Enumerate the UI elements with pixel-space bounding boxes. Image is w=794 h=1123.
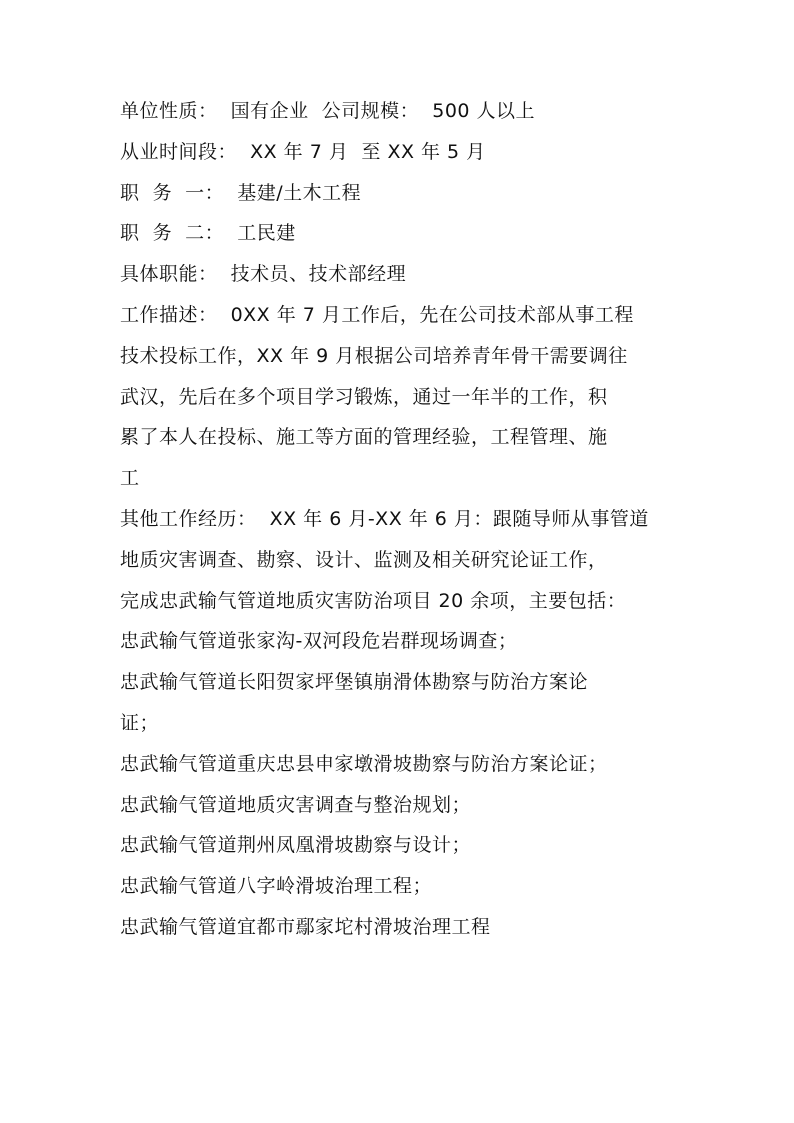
project-item-3: 忠武输气管道重庆忠县申家墩滑坡勘察与防治方案论证； — [120, 752, 608, 775]
work-description-line-5: 工 — [120, 467, 140, 490]
project-item-2: 忠武输气管道长阳贺家坪堡镇崩滑体勘察与防治方案论 — [120, 671, 589, 694]
project-item-6: 忠武输气管道八字岭滑坡治理工程； — [120, 875, 433, 898]
project-item-7: 忠武输气管道宜都市鄢家坨村滑坡治理工程 — [120, 915, 491, 938]
position-two-line: 职 务 二： 工民建 — [120, 222, 296, 245]
work-description-line-2: 技术投标工作，XX 年 9 月根据公司培养青年骨干需要调往 — [120, 344, 628, 367]
other-experience-line-3: 完成忠武输气管道地质灾害防治项目 20 余项，主要包括： — [120, 589, 627, 612]
project-item-2-continued: 证； — [120, 711, 160, 734]
position-one-line: 职 务 一： 基建/土木工程 — [120, 181, 362, 204]
other-experience-line-1: 其他工作经历： XX 年 6 月-XX 年 6 月：跟随导师从事管道 — [120, 507, 649, 530]
work-description-line-3: 武汉，先后在多个项目学习锻炼，通过一年半的工作，积 — [120, 385, 608, 408]
document-body — [120, 91, 680, 948]
project-item-5: 忠武输气管道荆州凤凰滑坡勘察与设计； — [120, 834, 472, 857]
employment-period-line: 从业时间段： XX 年 7 月 至 XX 年 5 月 — [120, 140, 486, 163]
work-description-line-1: 工作描述： 0XX 年 7 月工作后，先在公司技术部从事工程 — [120, 303, 634, 326]
project-item-1: 忠武输气管道张家沟-双河段危岩群现场调查； — [120, 630, 518, 653]
project-item-4: 忠武输气管道地质灾害调查与整治规划； — [120, 793, 472, 816]
job-function-line: 具体职能： 技术员、技术部经理 — [120, 263, 407, 286]
work-description-line-4: 累了本人在投标、施工等方面的管理经验，工程管理、施 — [120, 426, 608, 449]
unit-info-line: 单位性质： 国有企业 公司规模： 500 人以上 — [120, 100, 536, 122]
other-experience-line-2: 地质灾害调查、勘察、设计、监测及相关研究论证工作， — [120, 548, 608, 571]
